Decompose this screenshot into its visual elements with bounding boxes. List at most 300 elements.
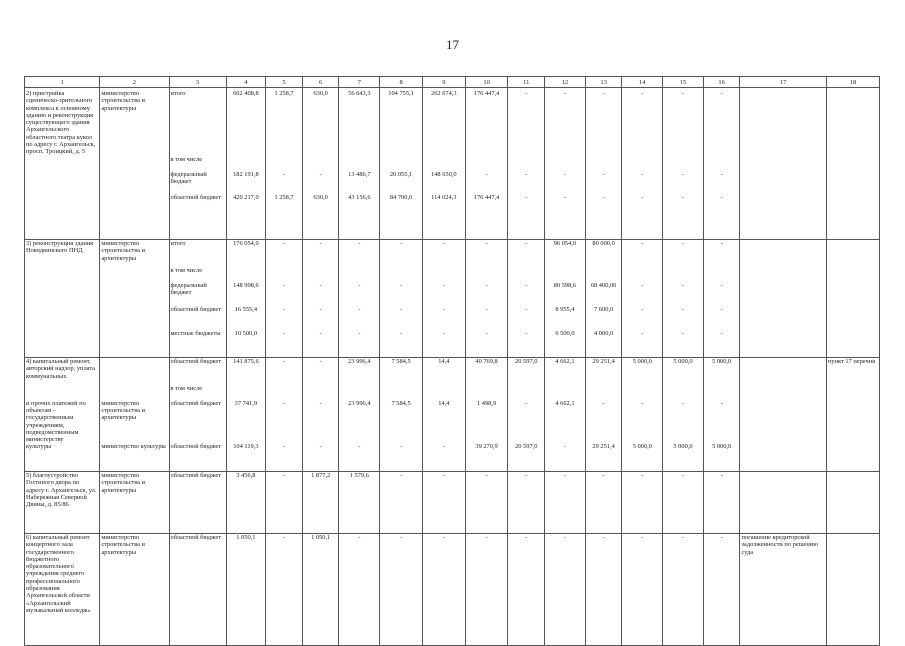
reference-cell (826, 385, 879, 400)
amount-cell: 1 050,1 (226, 533, 266, 645)
amount-cell (508, 156, 545, 171)
amount-cell: - (302, 358, 339, 385)
amount-cell: - (422, 240, 465, 267)
amount-cell: - (622, 88, 663, 156)
amount-cell (422, 267, 465, 282)
amount-cell (422, 156, 465, 171)
table-row (25, 443, 880, 471)
object-name-cell: культуры (25, 443, 100, 471)
amount-cell: - (339, 443, 380, 471)
amount-cell: - (703, 282, 740, 306)
amount-cell: - (622, 471, 663, 533)
amount-cell: 29 251,4 (585, 443, 622, 471)
amount-cell: - (339, 533, 380, 645)
amount-cell: - (663, 306, 704, 330)
amount-cell: - (422, 306, 465, 330)
executor-cell (100, 156, 169, 171)
amount-cell: 43 156,6 (339, 194, 380, 240)
amount-cell: 80 000,0 (585, 240, 622, 267)
column-header: 4 (226, 77, 266, 88)
amount-cell: - (465, 171, 508, 194)
result-note-cell (740, 156, 827, 171)
amount-cell: - (266, 330, 303, 358)
amount-cell: - (703, 400, 740, 444)
amount-cell: 176 447,4 (465, 194, 508, 240)
executor-cell (100, 194, 169, 240)
amount-cell: - (380, 471, 423, 533)
amount-cell (302, 156, 339, 171)
amount-cell: - (508, 194, 545, 240)
column-header: 5 (266, 77, 303, 88)
amount-cell: - (339, 330, 380, 358)
amount-cell: - (545, 443, 586, 471)
amount-cell: - (266, 471, 303, 533)
reference-cell (826, 267, 879, 282)
amount-cell: 5 000,0 (622, 358, 663, 385)
amount-cell (703, 156, 740, 171)
executor-cell (100, 330, 169, 358)
amount-cell: - (380, 282, 423, 306)
amount-cell: - (422, 282, 465, 306)
funding-source-cell: итого (169, 240, 226, 267)
amount-cell: 7 584,5 (380, 358, 423, 385)
executor-cell: министерство строительства и архитектуры (100, 400, 169, 444)
amount-cell: - (302, 171, 339, 194)
executor-cell: министерство культуры (100, 443, 169, 471)
amount-cell: - (545, 471, 586, 533)
column-header: 11 (508, 77, 545, 88)
amount-cell: - (339, 282, 380, 306)
amount-cell: - (266, 282, 303, 306)
amount-cell (422, 385, 465, 400)
amount-cell: 39 270,9 (465, 443, 508, 471)
reference-cell (826, 443, 879, 471)
amount-cell: - (585, 471, 622, 533)
funding-source-cell: областной бюджет (169, 194, 226, 240)
amount-cell: - (302, 282, 339, 306)
amount-cell: - (663, 282, 704, 306)
amount-cell: - (585, 533, 622, 645)
result-note-cell (740, 282, 827, 306)
object-name-cell (25, 267, 100, 282)
amount-cell: - (663, 88, 704, 156)
amount-cell (339, 267, 380, 282)
amount-cell (622, 156, 663, 171)
amount-cell: 29 251,4 (585, 358, 622, 385)
amount-cell: - (508, 282, 545, 306)
amount-cell: 4 662,1 (545, 400, 586, 444)
amount-cell (663, 156, 704, 171)
amount-cell: - (703, 533, 740, 645)
reference-cell (826, 282, 879, 306)
amount-cell: - (545, 88, 586, 156)
column-header: 1 (25, 77, 100, 88)
table-row (25, 358, 880, 385)
amount-cell (508, 267, 545, 282)
amount-cell: - (508, 171, 545, 194)
amount-cell: - (663, 171, 704, 194)
amount-cell: 5 000,0 (622, 443, 663, 471)
page-number: 17 (446, 37, 459, 52)
executor-cell (100, 282, 169, 306)
reference-cell (826, 240, 879, 267)
table-row (25, 240, 880, 267)
table-row (25, 88, 880, 156)
reference-cell (826, 194, 879, 240)
amount-cell: - (508, 88, 545, 156)
amount-cell: 20 597,0 (508, 358, 545, 385)
column-header: 13 (585, 77, 622, 88)
table-row (25, 533, 880, 645)
table-row (25, 194, 880, 240)
amount-cell (266, 156, 303, 171)
column-header: 12 (545, 77, 586, 88)
reference-cell (826, 400, 879, 444)
amount-cell (266, 267, 303, 282)
column-header: 2 (100, 77, 169, 88)
amount-cell: - (622, 533, 663, 645)
amount-cell: - (266, 240, 303, 267)
reference-cell (826, 88, 879, 156)
column-header: 9 (422, 77, 465, 88)
amount-cell: - (585, 194, 622, 240)
funding-source-cell: областной бюджет (169, 533, 226, 645)
executor-cell (100, 358, 169, 385)
amount-cell: 141 875,6 (226, 358, 266, 385)
amount-cell (380, 267, 423, 282)
amount-cell: 20 055,1 (380, 171, 423, 194)
amount-cell: - (508, 471, 545, 533)
amount-cell: 14,4 (422, 358, 465, 385)
amount-cell: - (622, 282, 663, 306)
amount-cell: 10 500,0 (226, 330, 266, 358)
amount-cell: 5 000,0 (703, 358, 740, 385)
amount-cell: - (465, 533, 508, 645)
amount-cell: 4 000,0 (585, 330, 622, 358)
column-number-row (25, 77, 880, 88)
object-name-cell: 4) капитальный ремонт, авторский надзор, уплата коммунальных (25, 358, 100, 385)
amount-cell: - (266, 533, 303, 645)
amount-cell: 6 500,0 (545, 330, 586, 358)
amount-cell: 5 000,0 (663, 358, 704, 385)
result-note-cell (740, 358, 827, 385)
amount-cell: - (302, 306, 339, 330)
amount-cell: 602 408,8 (226, 88, 266, 156)
amount-cell: - (422, 471, 465, 533)
reference-cell (826, 171, 879, 194)
amount-cell: - (380, 443, 423, 471)
amount-cell: 4 662,1 (545, 358, 586, 385)
amount-cell: - (622, 330, 663, 358)
amount-cell: - (302, 240, 339, 267)
amount-cell (380, 156, 423, 171)
amount-cell (465, 267, 508, 282)
result-note-cell (740, 443, 827, 471)
amount-cell: - (663, 533, 704, 645)
amount-cell: - (380, 240, 423, 267)
reference-cell: пункт 17 перечня (826, 358, 879, 385)
amount-cell: - (545, 194, 586, 240)
object-name-cell: 3) реконструкция здания Новодвинского ПНД (25, 240, 100, 267)
amount-cell: 104 755,1 (380, 88, 423, 156)
table-row (25, 156, 880, 171)
table-row (25, 471, 880, 533)
amount-cell: - (585, 88, 622, 156)
object-name-cell (25, 385, 100, 400)
column-header: 10 (465, 77, 508, 88)
amount-cell: - (703, 240, 740, 267)
column-header: 7 (339, 77, 380, 88)
amount-cell: - (339, 240, 380, 267)
amount-cell: 7 584,5 (380, 400, 423, 444)
amount-cell: - (266, 171, 303, 194)
table-row (25, 282, 880, 306)
amount-cell (622, 267, 663, 282)
amount-cell: 1 258,7 (266, 88, 303, 156)
object-name-cell (25, 194, 100, 240)
amount-cell: 14,4 (422, 400, 465, 444)
amount-cell: 23 996,4 (339, 358, 380, 385)
amount-cell: - (545, 533, 586, 645)
funding-source-cell: областной бюджет (169, 400, 226, 444)
amount-cell: - (508, 306, 545, 330)
amount-cell: - (508, 330, 545, 358)
executor-cell: министерство строительства и архитектуры (100, 533, 169, 645)
reference-cell (826, 330, 879, 358)
executor-cell (100, 385, 169, 400)
funding-source-cell: в том числе (169, 267, 226, 282)
table-row (25, 267, 880, 282)
table-row (25, 330, 880, 358)
amount-cell (266, 385, 303, 400)
amount-cell: - (703, 330, 740, 358)
object-name-cell: 5) благоустройство Гостиного двора по адресу г. Архангельск, ул. Набережная Северной Двины, д. 85/86 (25, 471, 100, 533)
amount-cell: 7 600,0 (585, 306, 622, 330)
funding-source-cell: областной бюджет (169, 471, 226, 533)
amount-cell: 1 498,9 (465, 400, 508, 444)
funding-source-cell: областной бюджет (169, 443, 226, 471)
amount-cell: - (266, 358, 303, 385)
reference-cell (826, 471, 879, 533)
amount-cell (585, 385, 622, 400)
financing-table (24, 76, 880, 646)
executor-cell (100, 267, 169, 282)
executor-cell: министерство строительства и архитектуры (100, 88, 169, 156)
amount-cell: - (465, 330, 508, 358)
result-note-cell (740, 385, 827, 400)
amount-cell: 1 579,6 (339, 471, 380, 533)
amount-cell: 1 258,7 (266, 194, 303, 240)
amount-cell (585, 267, 622, 282)
amount-cell: 37 741,9 (226, 400, 266, 444)
amount-cell: - (266, 306, 303, 330)
funding-source-cell: федеральный бюджет (169, 282, 226, 306)
amount-cell (545, 385, 586, 400)
amount-cell: - (266, 443, 303, 471)
amount-cell: 176 447,4 (465, 88, 508, 156)
object-name-cell: 2) пристройка сценическо-зрительного комплекса к основному зданию и реконструкция существующего здания Архангельского областного театра кукол по адресу г. Архангельск, просп. Троицкий, д. 5 (25, 88, 100, 156)
amount-cell: - (422, 443, 465, 471)
object-name-cell (25, 171, 100, 194)
amount-cell (339, 385, 380, 400)
funding-source-cell: федеральный бюджет (169, 171, 226, 194)
amount-cell (508, 385, 545, 400)
reference-cell (826, 533, 879, 645)
amount-cell (663, 385, 704, 400)
amount-cell: - (465, 282, 508, 306)
amount-cell: - (585, 400, 622, 444)
amount-cell: 23 996,4 (339, 400, 380, 444)
amount-cell: - (508, 533, 545, 645)
amount-cell: - (380, 306, 423, 330)
amount-cell: - (302, 443, 339, 471)
amount-cell: 420 217,0 (226, 194, 266, 240)
table-row (25, 306, 880, 330)
amount-cell: 80 598,6 (545, 282, 586, 306)
amount-cell: 84 700,0 (380, 194, 423, 240)
executor-cell (100, 306, 169, 330)
object-name-cell (25, 156, 100, 171)
amount-cell: - (380, 330, 423, 358)
amount-cell: 104 119,3 (226, 443, 266, 471)
amount-cell: - (703, 471, 740, 533)
column-header: 8 (380, 77, 423, 88)
amount-cell: 68 400,00 (585, 282, 622, 306)
amount-cell: - (508, 400, 545, 444)
amount-cell: - (663, 400, 704, 444)
column-header: 14 (622, 77, 663, 88)
table-row (25, 171, 880, 194)
amount-cell (585, 156, 622, 171)
amount-cell: - (703, 194, 740, 240)
amount-cell (302, 385, 339, 400)
amount-cell (465, 156, 508, 171)
amount-cell: - (663, 240, 704, 267)
object-name-cell (25, 330, 100, 358)
object-name-cell (25, 282, 100, 306)
table-row (25, 385, 880, 400)
amount-cell: - (508, 240, 545, 267)
amount-cell: - (622, 194, 663, 240)
amount-cell: 96 054,0 (545, 240, 586, 267)
amount-cell (380, 385, 423, 400)
amount-cell: - (622, 306, 663, 330)
result-note-cell (740, 240, 827, 267)
reference-cell (826, 306, 879, 330)
amount-cell (226, 385, 266, 400)
amount-cell: - (703, 88, 740, 156)
amount-cell: 630,0 (302, 88, 339, 156)
amount-cell (622, 385, 663, 400)
result-note-cell (740, 171, 827, 194)
amount-cell: - (663, 194, 704, 240)
column-header: 16 (703, 77, 740, 88)
funding-source-cell: итого (169, 88, 226, 156)
amount-cell: 56 643,3 (339, 88, 380, 156)
amount-cell (703, 267, 740, 282)
result-note-cell (740, 400, 827, 444)
amount-cell: - (545, 171, 586, 194)
amount-cell: 114 024,3 (422, 194, 465, 240)
amount-cell: - (622, 171, 663, 194)
amount-cell: 20 597,0 (508, 443, 545, 471)
result-note-cell (740, 88, 827, 156)
executor-cell (100, 171, 169, 194)
result-note-cell (740, 267, 827, 282)
amount-cell: - (663, 471, 704, 533)
executor-cell: министерство строительства и архитектуры (100, 240, 169, 267)
column-header: 18 (826, 77, 879, 88)
amount-cell: - (339, 306, 380, 330)
amount-cell: - (465, 240, 508, 267)
column-header: 15 (663, 77, 704, 88)
object-name-cell (25, 306, 100, 330)
amount-cell: 1 877,2 (302, 471, 339, 533)
amount-cell (703, 385, 740, 400)
result-note-cell: погашение кредиторской задолженности по решению суда (740, 533, 827, 645)
amount-cell: 5 000,0 (703, 443, 740, 471)
reference-cell (826, 156, 879, 171)
amount-cell: - (465, 306, 508, 330)
result-note-cell (740, 306, 827, 330)
amount-cell (226, 267, 266, 282)
amount-cell: - (585, 171, 622, 194)
amount-cell: 3 456,8 (226, 471, 266, 533)
amount-cell (545, 267, 586, 282)
amount-cell (226, 156, 266, 171)
amount-cell (465, 385, 508, 400)
amount-cell: 5 000,0 (663, 443, 704, 471)
column-header: 6 (302, 77, 339, 88)
funding-source-cell: в том числе (169, 385, 226, 400)
funding-source-cell: в том числе (169, 156, 226, 171)
amount-cell: 182 191,8 (226, 171, 266, 194)
object-name-cell: и прочих платежей по объектам – государственным учреждениям, подведомственным министерству (25, 400, 100, 444)
amount-cell: 176 054,0 (226, 240, 266, 267)
result-note-cell (740, 330, 827, 358)
amount-cell: 16 555,4 (226, 306, 266, 330)
amount-cell: - (380, 533, 423, 645)
amount-cell: - (465, 471, 508, 533)
object-name-cell: 6) капитальный ремонт концертного зала государственного бюджетного образовательного учреждения среднего профессионального образования Архангельской области «Архангельский музыкальный колледж» (25, 533, 100, 645)
amount-cell: - (266, 400, 303, 444)
amount-cell: 1 050,1 (302, 533, 339, 645)
amount-cell: 148 998,6 (226, 282, 266, 306)
executor-cell: министерство строительства и архитектуры (100, 471, 169, 533)
column-header: 3 (169, 77, 226, 88)
amount-cell: 148 650,0 (422, 171, 465, 194)
amount-cell: - (703, 306, 740, 330)
amount-cell: - (622, 240, 663, 267)
amount-cell: - (302, 330, 339, 358)
amount-cell: 40 769,8 (465, 358, 508, 385)
table-body (25, 88, 880, 646)
amount-cell: - (703, 171, 740, 194)
amount-cell: - (422, 330, 465, 358)
amount-cell: 8 955,4 (545, 306, 586, 330)
result-note-cell (740, 194, 827, 240)
amount-cell: - (622, 400, 663, 444)
amount-cell: 630,0 (302, 194, 339, 240)
amount-cell: 262 674,3 (422, 88, 465, 156)
column-header: 17 (740, 77, 827, 88)
amount-cell (339, 156, 380, 171)
amount-cell: - (422, 533, 465, 645)
amount-cell (545, 156, 586, 171)
amount-cell: - (663, 330, 704, 358)
funding-source-cell: областной бюджет (169, 306, 226, 330)
funding-source-cell: областной бюджет (169, 358, 226, 385)
